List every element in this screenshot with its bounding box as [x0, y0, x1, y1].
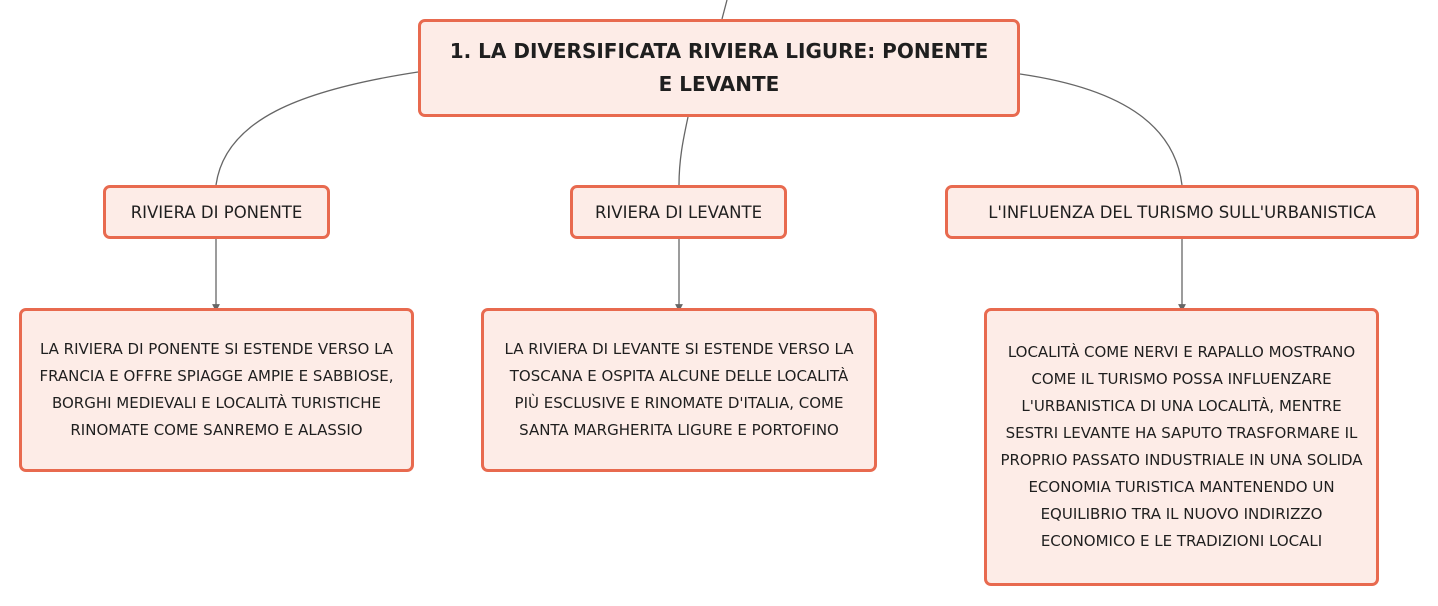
subtopic-urbanistica-detail[interactable]	[984, 308, 1379, 586]
subtopic-text: LA RIVIERA DI PONENTE SI ESTENDE VERSO LA FRANCIA E OFFRE SPIAGGE AMPIE E SABBIOSE, BORGHI MEDIEVALI E LOCALITÀ TURISTICHE RINOMATE COME SANREMO E ALASSIO	[39, 340, 394, 439]
subtopic-text: LA RIVIERA DI LEVANTE SI ESTENDE VERSO LA TOSCANA E OSPITA ALCUNE DELLE LOCALITÀ PIÙ ESCLUSIVE E RINOMATE D'ITALIA, COME SANTA MARGHERITA LIGURE E PORTOFINO	[504, 340, 854, 439]
topic-influenza-turismo-urbanistica[interactable]	[945, 185, 1419, 239]
connector-root-to-levante	[679, 117, 688, 185]
topic-riviera-di-ponente[interactable]	[103, 185, 330, 239]
connector-root-to-urbanistica	[1020, 74, 1182, 185]
topic-label: RIVIERA DI PONENTE	[130, 202, 303, 222]
subtopic-text: LOCALITÀ COME NERVI E RAPALLO MOSTRANO COME IL TURISMO POSSA INFLUENZARE L'URBANISTICA DI UNA LOCALITÀ, MENTRE SESTRI LEVANTE HA SAPUTO TRASFORMARE IL PROPRIO PASSATO INDUSTRIALE IN UNA SOLIDA ECONOMIA TURISTICA MANTENENDO UN EQUILIBRIO TRA IL NUOVO INDIRIZZO ECONOMICO E LE TRADIZIONI LOCALI	[1000, 343, 1363, 550]
subtopic-levante-detail[interactable]	[481, 308, 877, 472]
topic-label: L'INFLUENZA DEL TURISMO SULL'URBANISTICA	[988, 202, 1376, 222]
topic-label: RIVIERA DI LEVANTE	[594, 202, 763, 222]
connector-parent-to-root	[722, 0, 727, 19]
subtopic-ponente-detail[interactable]	[19, 308, 414, 472]
topic-riviera-di-levante[interactable]	[570, 185, 787, 239]
connector-root-to-ponente	[216, 72, 418, 185]
root-topic-label: 1. LA DIVERSIFICATA RIVIERA LIGURE: PONENTE E LEVANTE	[449, 39, 989, 96]
root-topic[interactable]	[418, 19, 1020, 117]
